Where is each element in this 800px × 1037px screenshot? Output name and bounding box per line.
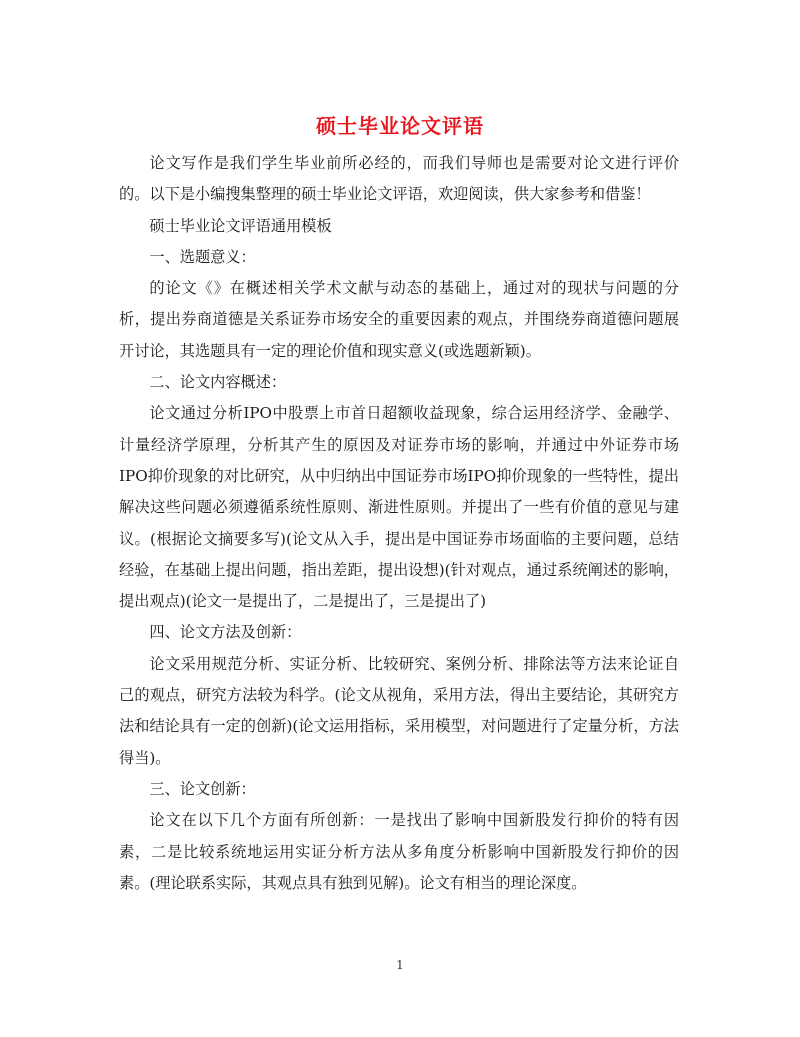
content-overview-paragraph: 论文通过分析IPO中股票上市首日超额收益现象，综合运用经济学、金融学、计量经济学原理，分析其产生的原因及对证券市场的影响，并通过中外证券市场IPO抑价现象的对比研究，从中归纳出中国证券市场IPO抑价现象的一些特性，提出解决这些问题必须遵循系统性原则、渐进性原则。并提出了一些有价值的意见与建议。(根据论文摘要多写)(论文从入手，提出是中国证券市场面临的主要问题，总结经验，在基础上提出问题，指出差距，提出设想)(针对观点，通过系统阐述的影响，提出观点)(论文一是提出了，二是提出了，三是提出了): [119, 404, 679, 611]
intro-paragraph: 论文写作是我们学生毕业前所必经的，而我们导师也是需要对论文进行评价的。以下是小编搜集整理的硕士毕业论文评语，欢迎阅读，供大家参考和借鉴！: [119, 154, 679, 204]
innovation-paragraph: 论文在以下几个方面有所创新：一是找出了影响中国新股发行抑价的特有因素，二是比较系统地运用实证分析方法从多角度分析影响中国新股发行抑价的因素。(理论联系实际，其观点具有独到见解)。论文有相当的理论深度。: [119, 811, 679, 892]
section-heading-content-overview: 二、论文内容概述：: [149, 373, 287, 392]
methods-paragraph: 论文采用规范分析、实证分析、比较研究、案例分析、排除法等方法来论证自己的观点，研究方法较为科学。(论文从视角，采用方法，得出主要结论，其研究方法和结论具有一定的创新)(论文运用指标，采用模型，对问题进行了定量分析，方法得当)。: [119, 654, 679, 767]
document-title: 硕士毕业论文评语: [316, 114, 484, 138]
section-heading-topic-significance: 一、选题意义：: [149, 247, 256, 266]
section-heading-innovation: 三、论文创新：: [149, 779, 256, 798]
topic-significance-paragraph: 的论文《》在概述相关学术文献与动态的基础上，通过对的现状与问题的分析，提出券商道德是关系证券市场安全的重要因素的观点，并围绕券商道德问题展开讨论，其选题具有一定的理论价值和现实意义(或选题新颖)。: [119, 279, 679, 360]
document-body: [119, 148, 679, 899]
page-number: 1: [396, 958, 404, 972]
template-heading: 硕士毕业论文评语通用模板: [149, 216, 332, 235]
section-heading-methods: 四、论文方法及创新：: [149, 623, 302, 642]
